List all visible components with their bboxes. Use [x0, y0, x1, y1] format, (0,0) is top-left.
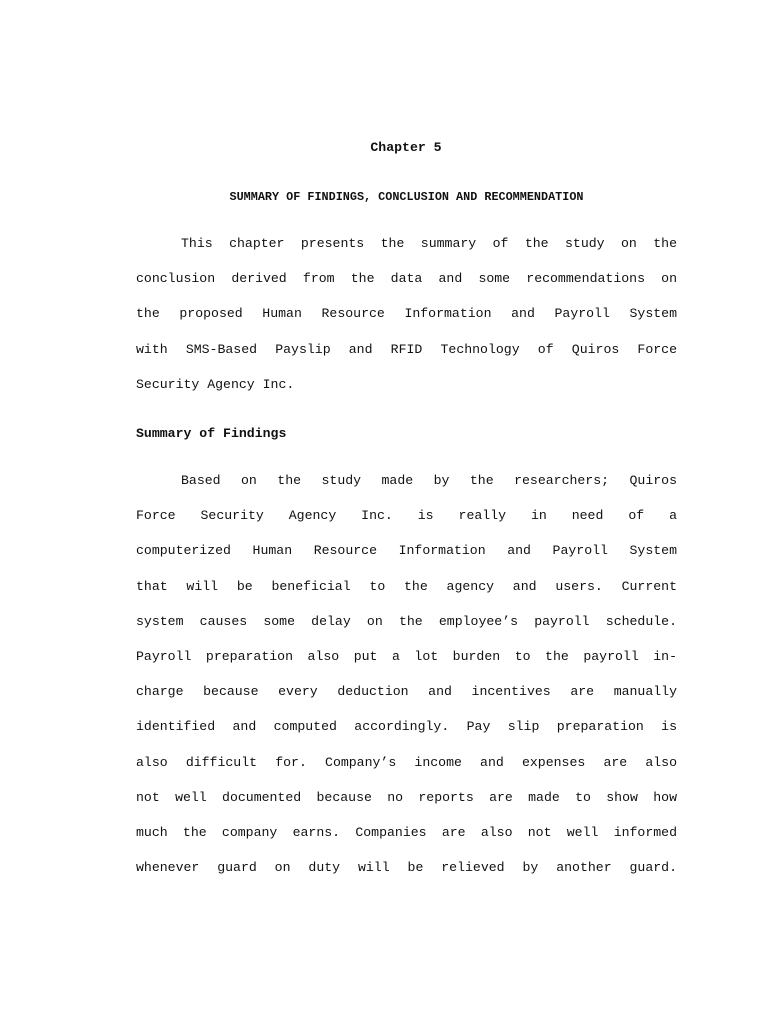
paragraph-line: Force Security Agency Inc. is really in need of a: [136, 508, 677, 524]
paragraph-line: also difficult for. Company’s income and expenses are also: [136, 754, 677, 770]
paragraph-line: the proposed Human Resource Information and Payroll System: [136, 306, 677, 322]
chapter-label: Chapter 5: [370, 140, 442, 155]
paragraph-line: Payroll preparation also put a lot burden to the payroll in-: [136, 648, 677, 664]
paragraph-line: whenever guard on duty will be relieved by another guard.: [136, 860, 677, 876]
paragraph-line: much the company earns. Companies are also not well informed: [136, 824, 677, 840]
paragraph-line: Based on the study made by the researchers; Quiros: [181, 473, 677, 488]
paragraph-line: conclusion derived from the data and some recommendations on: [136, 271, 677, 287]
paragraph-line: This chapter presents the summary of the study on the: [181, 236, 677, 251]
paragraph-line: system causes some delay on the employee’s payroll schedule.: [136, 613, 677, 629]
paragraph-line: identified and computed accordingly. Pay slip preparation is: [136, 719, 677, 735]
intro-paragraph: [136, 235, 677, 411]
section-heading: Summary of Findings: [136, 426, 287, 441]
paragraph-line: with SMS-Based Payslip and RFID Technology of Quiros Force: [136, 341, 677, 357]
paragraph-line: that will be beneficial to the agency and users. Current: [136, 578, 677, 594]
paragraph-line: charge because every deduction and incentives are manually: [136, 684, 677, 700]
chapter-title: SUMMARY OF FINDINGS, CONCLUSION AND RECOMMENDATION: [229, 190, 584, 204]
paragraph-line: Security Agency Inc.: [136, 376, 295, 392]
paragraph-line: not well documented because no reports are made to show how: [136, 789, 677, 805]
summary-paragraph: [136, 472, 677, 894]
paragraph-line: computerized Human Resource Information and Payroll System: [136, 543, 677, 559]
